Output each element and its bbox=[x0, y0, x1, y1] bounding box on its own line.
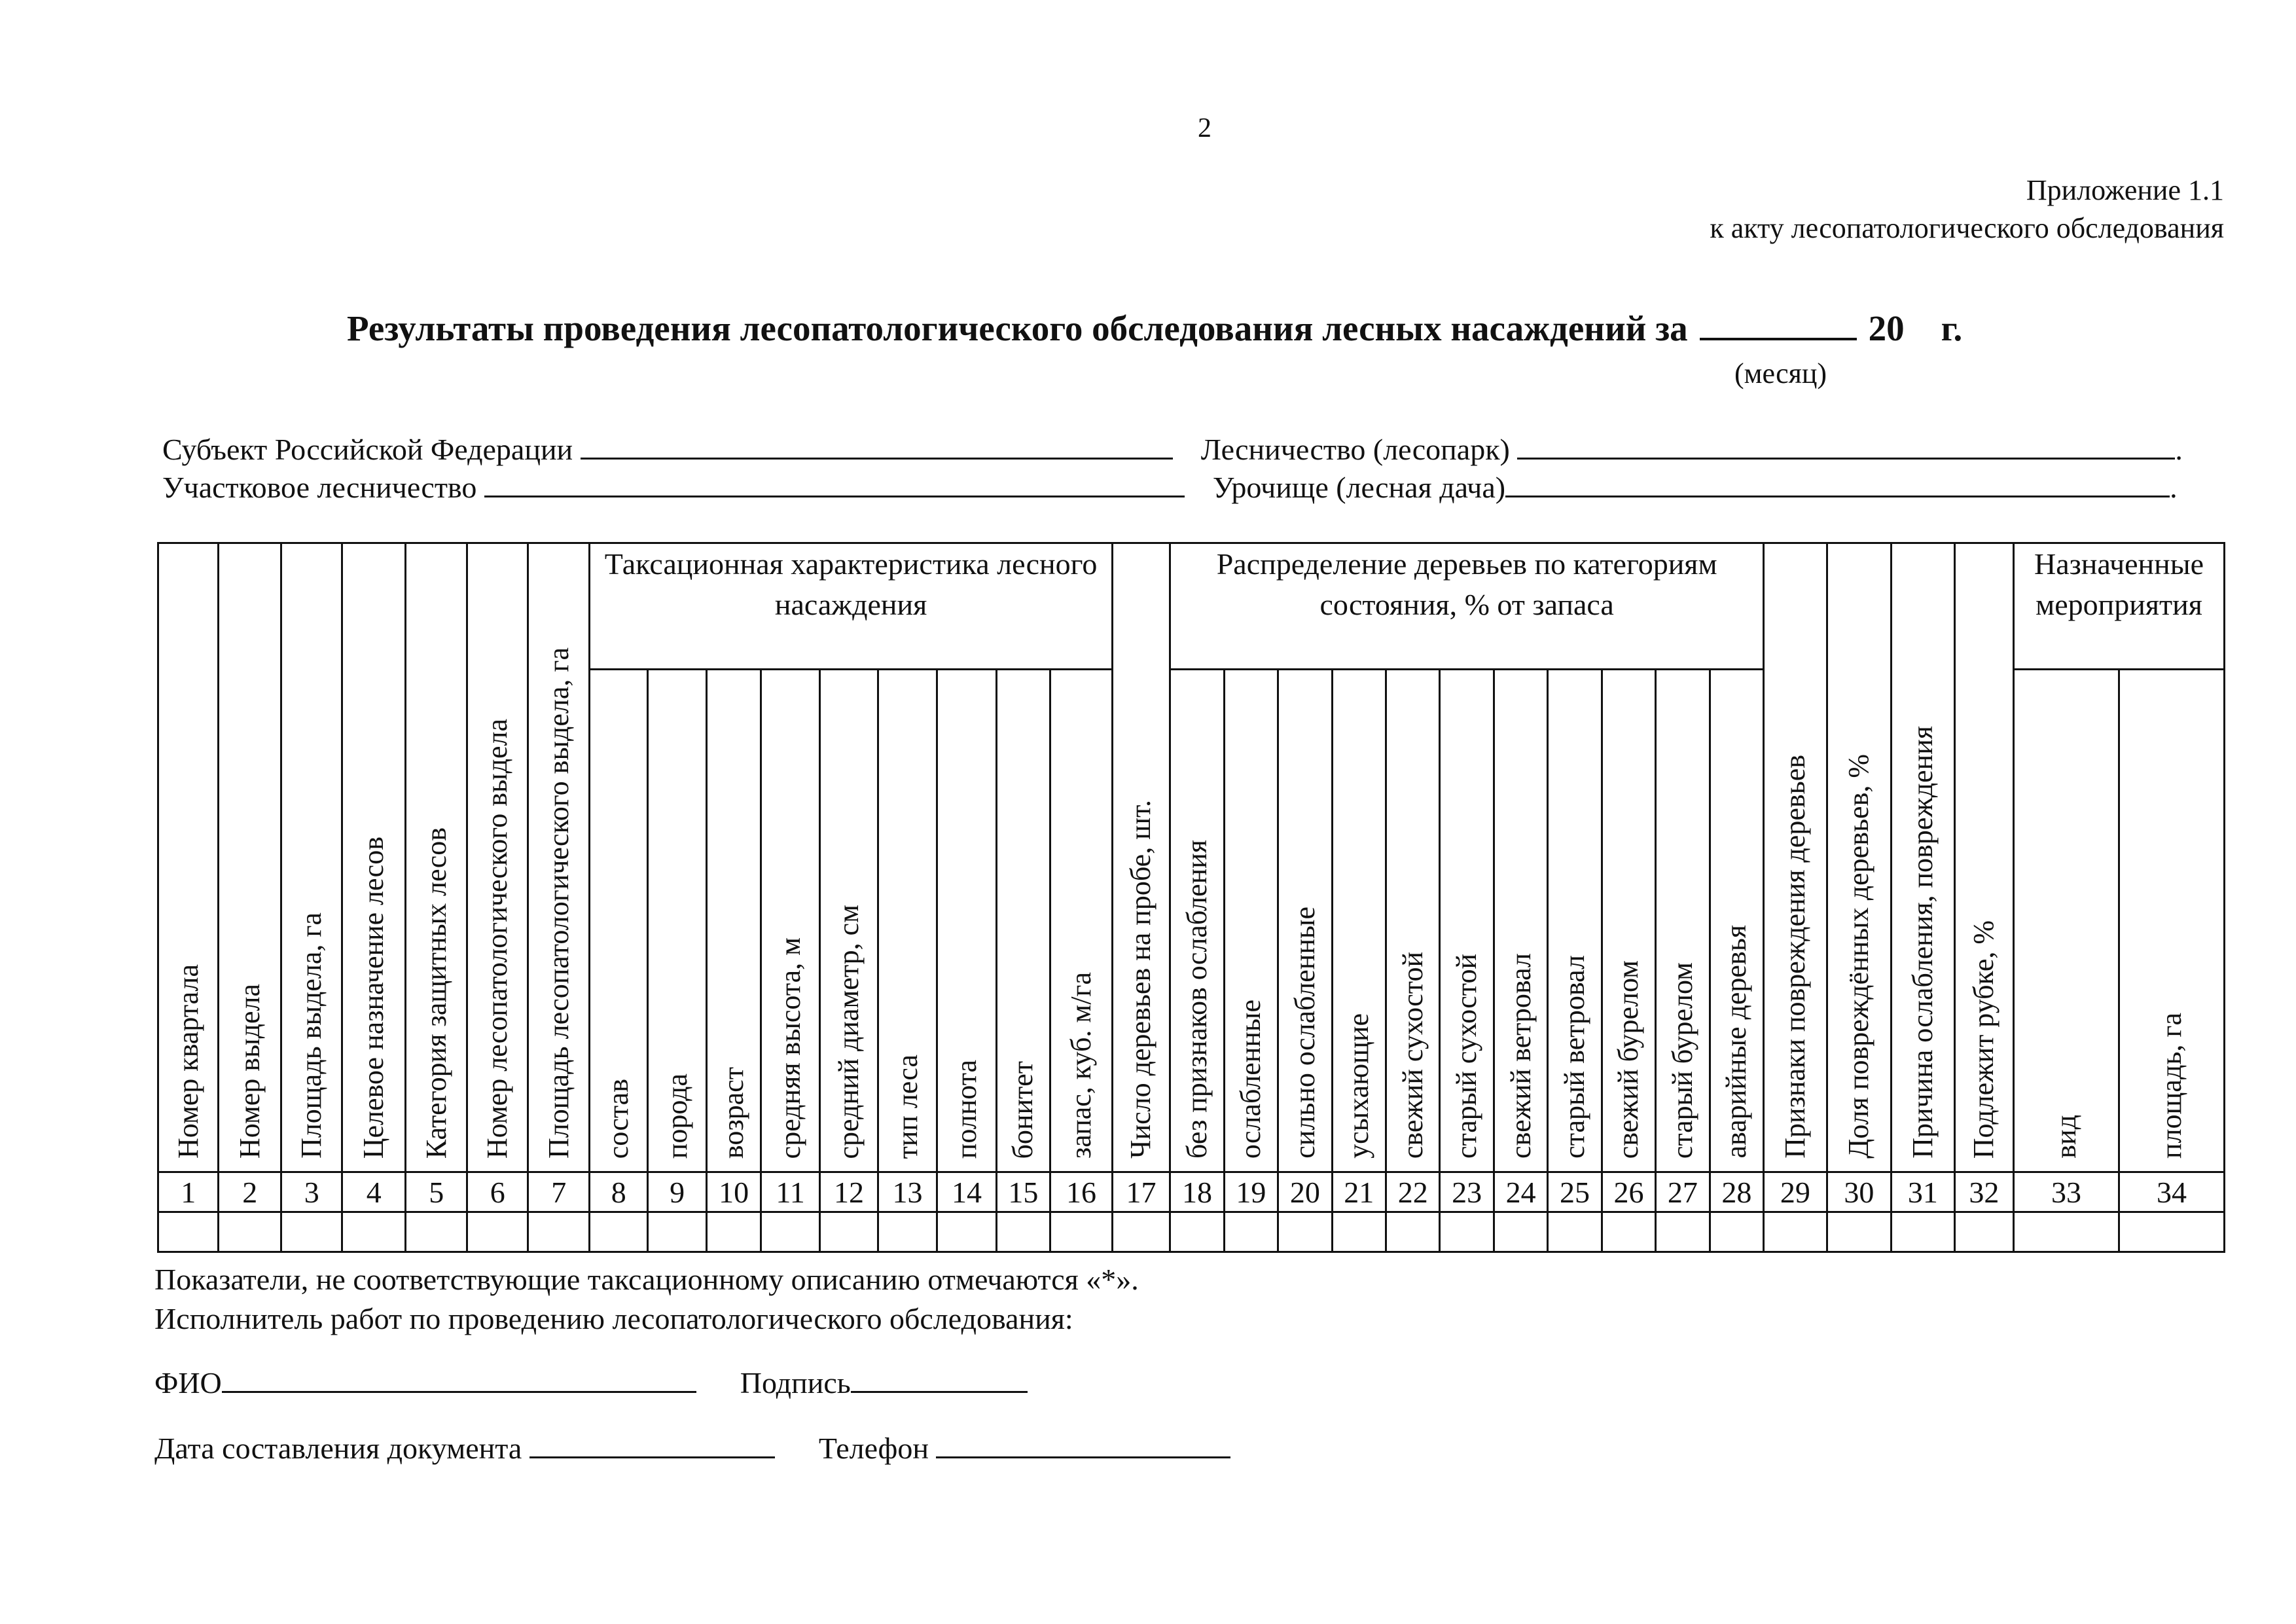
column-number: 7 bbox=[528, 1172, 590, 1212]
column-header: Номер выдела bbox=[233, 983, 266, 1159]
column-number: 30 bbox=[1827, 1172, 1892, 1212]
data-entry-cell[interactable] bbox=[878, 1212, 937, 1252]
header-cell bbox=[467, 543, 528, 1172]
header-cell bbox=[2014, 670, 2119, 1172]
column-number: 31 bbox=[1892, 1172, 1955, 1212]
column-number: 8 bbox=[590, 1172, 647, 1212]
column-header: Причина ослабления, повреждения bbox=[1906, 726, 1939, 1159]
data-entry-cell[interactable] bbox=[1224, 1212, 1278, 1252]
column-header: запас, куб. м/га bbox=[1064, 971, 1097, 1159]
tract-terminator: . bbox=[2170, 471, 2178, 504]
column-header: усыхающие bbox=[1342, 1013, 1375, 1159]
column-header: ослабленные bbox=[1234, 999, 1267, 1159]
column-header: средняя высота, м bbox=[774, 937, 806, 1159]
column-number-row bbox=[158, 1172, 2225, 1212]
column-number: 4 bbox=[342, 1172, 406, 1212]
header-cell bbox=[820, 670, 878, 1172]
data-entry-cell[interactable] bbox=[1332, 1212, 1386, 1252]
title-text: Результаты проведения лесопатологического обследования лесных насаждений за bbox=[347, 308, 1688, 348]
tract-field[interactable] bbox=[1505, 473, 2170, 497]
column-header: старый сухостой bbox=[1450, 953, 1483, 1159]
data-entry-cell[interactable] bbox=[1170, 1212, 1224, 1252]
column-number: 13 bbox=[878, 1172, 937, 1212]
header-cell bbox=[1710, 670, 1763, 1172]
column-number: 27 bbox=[1656, 1172, 1710, 1212]
phone-field[interactable] bbox=[936, 1434, 1230, 1458]
data-entry-cell[interactable] bbox=[996, 1212, 1050, 1252]
column-number: 16 bbox=[1050, 1172, 1113, 1212]
footnote: Показатели, не соответствующие таксационному описанию отмечаются «*». bbox=[154, 1263, 1139, 1296]
header-cell bbox=[647, 670, 706, 1172]
column-header: Категория защитных лесов bbox=[420, 827, 452, 1159]
column-header: свежий сухостой bbox=[1396, 951, 1429, 1159]
executor-label: Исполнитель работ по проведению лесопатологического обследования: bbox=[154, 1302, 1073, 1335]
column-header: Доля повреждённых деревьев, % bbox=[1842, 754, 1875, 1159]
column-number: 2 bbox=[219, 1172, 281, 1212]
column-number: 25 bbox=[1548, 1172, 1602, 1212]
data-entry-cell[interactable] bbox=[467, 1212, 528, 1252]
appendix-header bbox=[1710, 171, 2224, 247]
header-cell bbox=[590, 670, 647, 1172]
document-title bbox=[347, 308, 1962, 349]
column-number: 19 bbox=[1224, 1172, 1278, 1212]
column-header: старый ветровал bbox=[1558, 955, 1590, 1159]
header-cell bbox=[2119, 670, 2224, 1172]
column-number: 33 bbox=[2014, 1172, 2119, 1212]
column-header: Площадь выдела, га bbox=[295, 912, 328, 1159]
header-cell bbox=[761, 670, 819, 1172]
header-cell bbox=[996, 670, 1050, 1172]
column-header: сильно ослабленные bbox=[1288, 907, 1321, 1159]
data-entry-cell[interactable] bbox=[1112, 1212, 1170, 1252]
column-number: 9 bbox=[647, 1172, 706, 1212]
header-cell bbox=[405, 543, 467, 1172]
header-cell bbox=[342, 543, 406, 1172]
column-number: 23 bbox=[1440, 1172, 1494, 1212]
data-entry-cell[interactable] bbox=[1764, 1212, 1827, 1252]
header-cell bbox=[1764, 543, 1827, 1172]
data-entry-cell[interactable] bbox=[707, 1212, 761, 1252]
date-label: Дата составления документа bbox=[154, 1432, 522, 1465]
data-entry-cell[interactable] bbox=[761, 1212, 819, 1252]
column-header: возраст bbox=[717, 1066, 750, 1159]
column-header: Площадь лесопатологического выдела, га bbox=[542, 647, 575, 1159]
title-year: 20 bbox=[1868, 308, 1905, 348]
page-number: 2 bbox=[1198, 113, 1211, 143]
forestry-label: Лесничество (лесопарк) bbox=[1200, 433, 1510, 466]
data-entry-cell[interactable] bbox=[405, 1212, 467, 1252]
column-number: 26 bbox=[1602, 1172, 1655, 1212]
column-number: 14 bbox=[937, 1172, 996, 1212]
data-entry-cell[interactable] bbox=[219, 1212, 281, 1252]
column-header: Номер лесопатологического выдела bbox=[481, 718, 514, 1159]
data-entry-cell[interactable] bbox=[1440, 1212, 1494, 1252]
header-cell bbox=[878, 670, 937, 1172]
header-cell bbox=[1224, 670, 1278, 1172]
fio-label: ФИО bbox=[154, 1366, 222, 1399]
district-label: Участковое лесничество bbox=[162, 471, 477, 504]
data-entry-cell[interactable] bbox=[2014, 1212, 2119, 1252]
column-number: 28 bbox=[1710, 1172, 1763, 1212]
column-number: 22 bbox=[1386, 1172, 1439, 1212]
header-cell bbox=[1332, 670, 1386, 1172]
column-header: площадь, га bbox=[2155, 1013, 2187, 1159]
header-cell bbox=[528, 543, 590, 1172]
column-number: 17 bbox=[1112, 1172, 1170, 1212]
phone-label: Телефон bbox=[818, 1432, 929, 1465]
appendix-line-1: Приложение 1.1 bbox=[2026, 174, 2224, 206]
data-entry-cell[interactable] bbox=[1954, 1212, 2013, 1252]
data-entry-cell[interactable] bbox=[2119, 1212, 2224, 1252]
survey-results-table bbox=[157, 542, 2225, 1248]
column-header: состав bbox=[602, 1078, 635, 1159]
header-cell bbox=[219, 543, 281, 1172]
signature-label: Подпись bbox=[740, 1366, 851, 1399]
data-entry-cell[interactable] bbox=[158, 1212, 219, 1252]
column-number: 34 bbox=[2119, 1172, 2224, 1212]
header-cell bbox=[1494, 670, 1547, 1172]
column-number: 11 bbox=[761, 1172, 819, 1212]
forestry-terminator: . bbox=[2175, 433, 2183, 466]
column-header: свежий бурелом bbox=[1612, 960, 1645, 1159]
header-cell bbox=[281, 543, 342, 1172]
fields-row-2 bbox=[162, 470, 2178, 505]
header-cell bbox=[1656, 670, 1710, 1172]
column-number: 29 bbox=[1764, 1172, 1827, 1212]
data-entry-cell[interactable] bbox=[1494, 1212, 1547, 1252]
group-header-taxation: Таксационная характеристика лесного насаждения bbox=[590, 543, 1112, 670]
header-cell bbox=[707, 670, 761, 1172]
header-cell bbox=[158, 543, 219, 1172]
title-year-suffix: г. bbox=[1941, 308, 1963, 348]
column-number: 12 bbox=[820, 1172, 878, 1212]
column-header: порода bbox=[660, 1073, 693, 1159]
column-number: 15 bbox=[996, 1172, 1050, 1212]
column-number: 5 bbox=[405, 1172, 467, 1212]
column-number: 10 bbox=[707, 1172, 761, 1212]
header-cell bbox=[937, 670, 996, 1172]
tract-label: Урочище (лесная дача) bbox=[1212, 471, 1506, 504]
column-header: вид bbox=[2049, 1115, 2082, 1159]
month-hint: (месяц) bbox=[1734, 357, 1827, 389]
column-number: 3 bbox=[281, 1172, 342, 1212]
header-cell bbox=[1278, 670, 1332, 1172]
column-header: Целевое назначение лесов bbox=[357, 836, 390, 1159]
data-entry-cell[interactable] bbox=[937, 1212, 996, 1252]
month-blank[interactable] bbox=[1700, 309, 1857, 340]
header-cell bbox=[1954, 543, 2013, 1172]
column-number: 21 bbox=[1332, 1172, 1386, 1212]
column-header: Подлежит рубке, % bbox=[1967, 920, 2000, 1159]
data-entry-cell[interactable] bbox=[590, 1212, 647, 1252]
column-number: 1 bbox=[158, 1172, 219, 1212]
column-header: средний диаметр, см bbox=[833, 904, 865, 1159]
header-cell bbox=[1892, 543, 1955, 1172]
header-cell bbox=[1386, 670, 1439, 1172]
column-number: 20 bbox=[1278, 1172, 1332, 1212]
data-entry-cell[interactable] bbox=[820, 1212, 878, 1252]
data-entry-cell[interactable] bbox=[1602, 1212, 1655, 1252]
appendix-line-2: к акту лесопатологического обследования bbox=[1710, 212, 2224, 244]
header-cell bbox=[1440, 670, 1494, 1172]
date-phone-row bbox=[154, 1431, 1230, 1466]
column-header: Номер квартала bbox=[171, 964, 204, 1159]
subject-label: Субъект Российской Федерации bbox=[162, 433, 573, 466]
data-entry-cell[interactable] bbox=[1710, 1212, 1763, 1252]
data-entry-cell[interactable] bbox=[647, 1212, 706, 1252]
header-cell bbox=[1170, 670, 1224, 1172]
column-number: 6 bbox=[467, 1172, 528, 1212]
fields-row-1 bbox=[162, 432, 2183, 467]
column-number: 18 bbox=[1170, 1172, 1224, 1212]
forestry-field[interactable] bbox=[1517, 435, 2175, 460]
header-cell bbox=[1827, 543, 1892, 1172]
column-header: полнота bbox=[950, 1059, 982, 1159]
column-header: без признаков ослабления bbox=[1180, 840, 1213, 1159]
data-entry-cell[interactable] bbox=[1827, 1212, 1892, 1252]
column-header: Признаки повреждения деревьев bbox=[1778, 755, 1811, 1159]
header-cell bbox=[1112, 543, 1170, 1172]
fio-signature-row bbox=[154, 1365, 1028, 1400]
column-number: 32 bbox=[1954, 1172, 2013, 1212]
data-entry-cell[interactable] bbox=[1050, 1212, 1113, 1252]
data-entry-cell[interactable] bbox=[1548, 1212, 1602, 1252]
data-entry-cell[interactable] bbox=[528, 1212, 590, 1252]
data-entry-cell[interactable] bbox=[281, 1212, 342, 1252]
column-header: старый бурелом bbox=[1666, 962, 1698, 1159]
signature-field[interactable] bbox=[851, 1369, 1028, 1393]
column-header: свежий ветровал bbox=[1504, 953, 1537, 1159]
group-header-measures: Назначенные мероприятия bbox=[2014, 543, 2225, 670]
data-entry-row bbox=[158, 1212, 2225, 1252]
column-header: бонитет bbox=[1007, 1060, 1039, 1159]
data-entry-cell[interactable] bbox=[1278, 1212, 1332, 1252]
group-header-distribution: Распределение деревьев по категориям состояния, % от запаса bbox=[1170, 543, 1764, 670]
header-cell bbox=[1602, 670, 1655, 1172]
data-entry-cell[interactable] bbox=[342, 1212, 406, 1252]
data-entry-cell[interactable] bbox=[1656, 1212, 1710, 1252]
header-cell bbox=[1548, 670, 1602, 1172]
district-field[interactable] bbox=[484, 473, 1185, 497]
column-header: аварийные деревья bbox=[1720, 925, 1753, 1159]
data-entry-cell[interactable] bbox=[1386, 1212, 1439, 1252]
date-field[interactable] bbox=[529, 1434, 775, 1458]
column-number: 24 bbox=[1494, 1172, 1547, 1212]
header-cell bbox=[1050, 670, 1113, 1172]
subject-field[interactable] bbox=[581, 435, 1173, 460]
fio-field[interactable] bbox=[222, 1369, 696, 1393]
data-entry-cell[interactable] bbox=[1892, 1212, 1955, 1252]
column-header: Число деревьев на пробе, шт. bbox=[1124, 800, 1157, 1159]
column-header: тип леса bbox=[891, 1054, 924, 1159]
